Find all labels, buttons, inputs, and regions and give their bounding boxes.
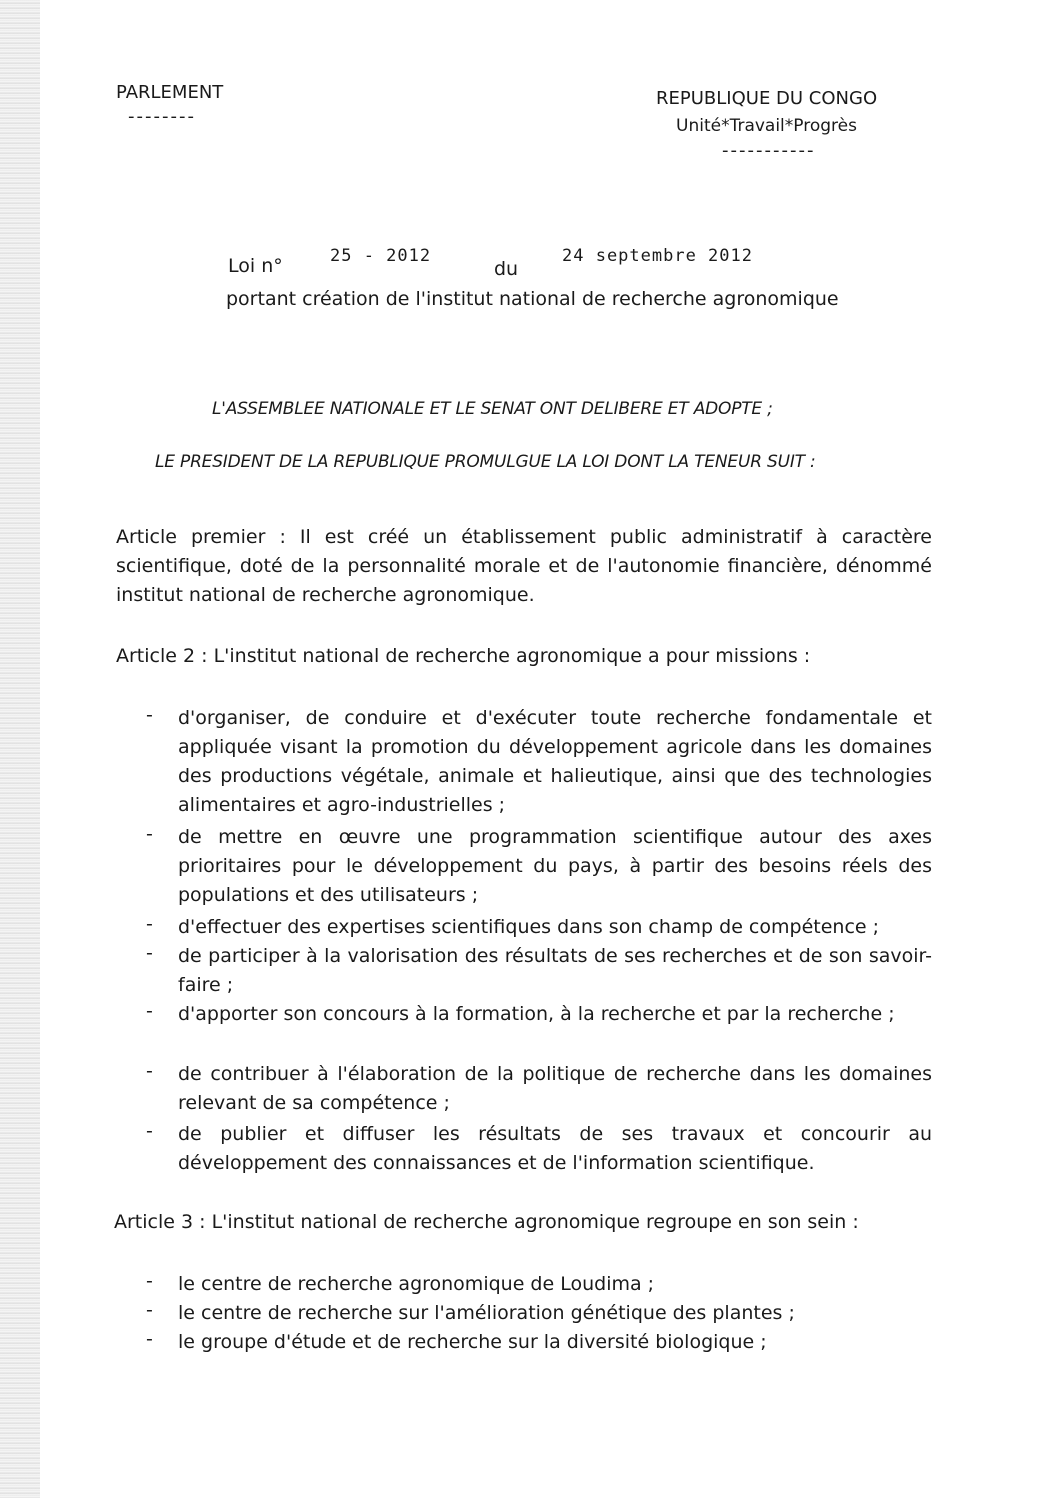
republic-rule: -----------: [722, 140, 816, 161]
bullet: -: [146, 1000, 153, 1022]
bullet: -: [146, 913, 153, 935]
article-2-item: d'apporter son concours à la formation, à la recherche et par la recherche ;: [178, 1003, 895, 1025]
bullet: -: [146, 1270, 153, 1292]
preamble-president: LE PRESIDENT DE LA REPUBLIQUE PROMULGUE LA LOI DONT LA TENEUR SUIT :: [155, 452, 816, 472]
law-subject: portant création de l'institut national de recherche agronomique: [226, 288, 839, 310]
article-2-intro: L'institut national de recherche agronomique a pour missions :: [213, 645, 811, 667]
bullet: -: [146, 1328, 153, 1350]
article-2-item: de mettre en œuvre une programmation scientifique autour des axes prioritaires pour le développement du pays, à partir des besoins réels des populations et des utilisateurs ;: [178, 826, 932, 906]
article-3-label: Article 3 :: [114, 1211, 206, 1233]
parliament-rule: --------: [128, 106, 196, 127]
bullet: -: [146, 704, 153, 726]
article-2-item: d'effectuer des expertises scientifiques dans son champ de compétence ;: [178, 916, 880, 938]
article-2-item: de publier et diffuser les résultats de ses travaux et concourir au développement des connaissances et de l'information scientifique.: [178, 1123, 932, 1174]
article-2-item: de participer à la valorisation des résultats de ses recherches et de son savoir-faire ;: [178, 945, 932, 996]
law-prefix: Loi n°: [228, 255, 283, 277]
article-2-heading: [116, 642, 932, 671]
law-date: 24 septembre 2012: [562, 246, 753, 266]
parliament-title: PARLEMENT: [116, 82, 224, 103]
article-1-text: Il est créé un établissement public administratif à caractère scientifique, doté de la personnalité morale et de l'autonomie financière, dénommé institut national de recherche agronomique.: [116, 526, 932, 606]
bullet: -: [146, 1299, 153, 1321]
scan-edge-artifact: [0, 0, 40, 1498]
bullet: -: [146, 1120, 153, 1142]
article-2-label: Article 2 :: [116, 645, 208, 667]
law-du: du: [494, 258, 519, 280]
bullet: -: [146, 823, 153, 845]
article-3-item: le groupe d'étude et de recherche sur la diversité biologique ;: [178, 1331, 767, 1353]
article-2-item: de contribuer à l'élaboration de la politique de recherche dans les domaines relevant de sa compétence ;: [178, 1063, 932, 1114]
article-3-heading: [114, 1208, 930, 1237]
law-number: 25 - 2012: [330, 246, 432, 266]
article-3-item: le centre de recherche agronomique de Loudima ;: [178, 1273, 655, 1295]
article-3-intro: L'institut national de recherche agronomique regroupe en son sein :: [211, 1211, 859, 1233]
article-1: [116, 523, 932, 610]
republic-motto: Unité*Travail*Progrès: [676, 116, 857, 136]
article-2-item: d'organiser, de conduire et d'exécuter toute recherche fondamentale et appliquée visant la promotion du développement agricole dans les domaines des productions végétale, animale et halieutique, ainsi que des technologies alimentaires et agro-industrielles ;: [178, 707, 932, 816]
preamble-assembly: L'ASSEMBLEE NATIONALE ET LE SENAT ONT DELIBERE ET ADOPTE ;: [212, 399, 773, 419]
bullet: -: [146, 942, 153, 964]
republic-title: REPUBLIQUE DU CONGO: [656, 88, 878, 109]
article-3-item: le centre de recherche sur l'amélioration génétique des plantes ;: [178, 1302, 795, 1324]
article-1-label: Article premier :: [116, 526, 286, 548]
bullet: -: [146, 1060, 153, 1082]
